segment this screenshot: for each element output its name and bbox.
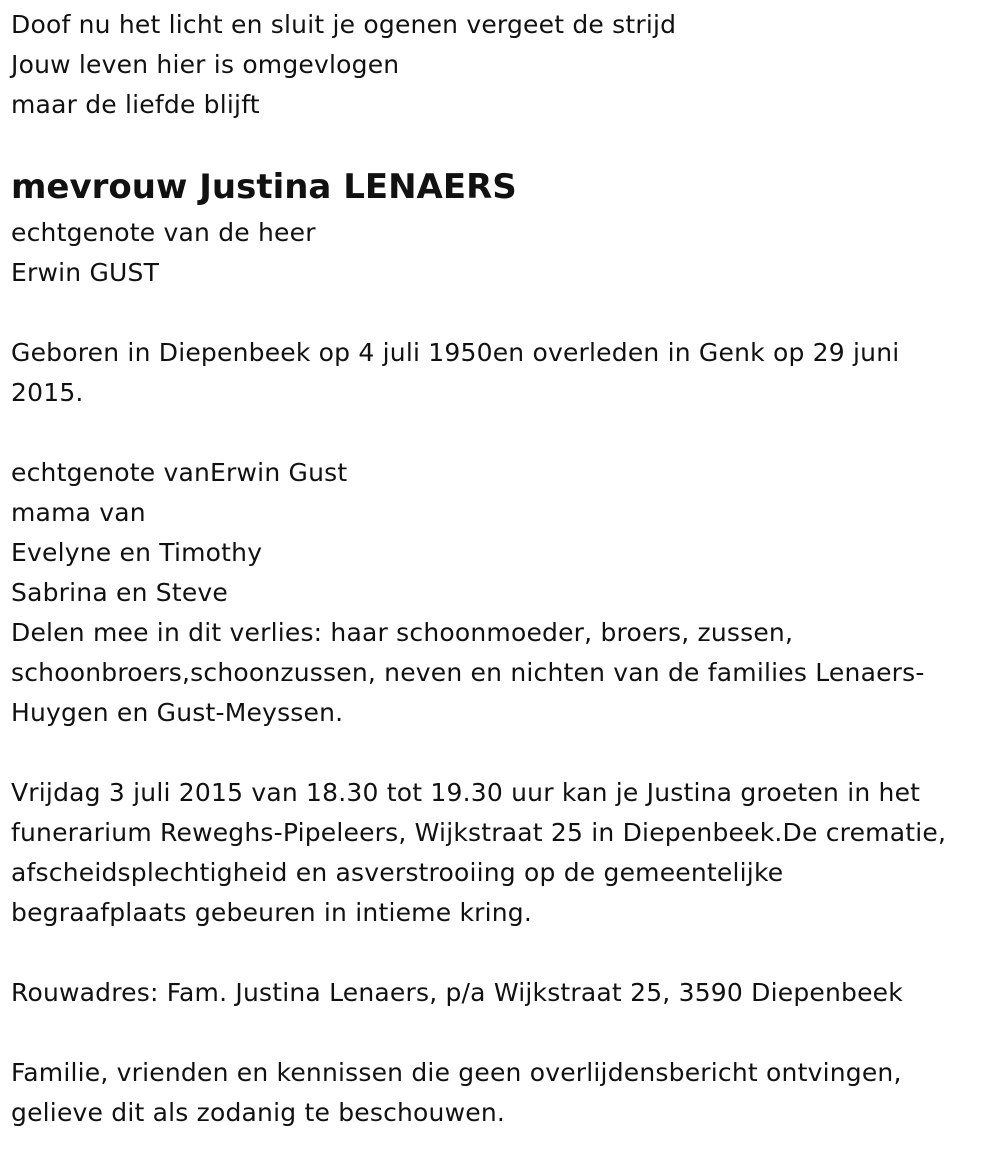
family-line: Huygen en Gust-Meyssen. [11, 698, 344, 727]
poem-line: Doof nu het licht en sluit je ogenen vergeet de strijd [11, 10, 677, 39]
poem-line: Jouw leven hier is omgevlogen [11, 50, 400, 79]
family-line: mama van [11, 498, 146, 527]
poem-line: maar de liefde blijft [11, 90, 260, 119]
closing-notice [11, 1053, 902, 1133]
family-list [11, 453, 925, 733]
family-line: echtgenote vanErwin Gust [11, 458, 348, 487]
family-line: Delen mee in dit verlies: haar schoonmoeder, broers, zussen, [11, 618, 794, 647]
notice-line: Familie, vrienden en kennissen die geen overlijdensbericht ontvingen, [11, 1058, 902, 1087]
spouse-line: echtgenote van de heer [11, 218, 316, 247]
notice-line: gelieve dit als zodanig te beschouwen. [11, 1098, 506, 1127]
birth-line: 2015. [11, 378, 84, 407]
ceremony-line: funerarium Reweghs-Pipeleers, Wijkstraat 25 in Diepenbeek.De crematie, [11, 818, 947, 847]
family-line: Sabrina en Steve [11, 578, 228, 607]
family-line: Evelyne en Timothy [11, 538, 263, 567]
ceremony-line: afscheidsplechtigheid en asverstrooiing op de gemeentelijke [11, 858, 784, 887]
family-line: schoonbroers,schoonzussen, neven en nichten van de families Lenaers- [11, 658, 925, 687]
spouse-info [11, 213, 316, 293]
birth-death-info [11, 333, 899, 413]
mourning-address [11, 973, 903, 1013]
spouse-line: Erwin GUST [11, 258, 160, 287]
address-line: Rouwadres: Fam. Justina Lenaers, p/a Wijkstraat 25, 3590 Diepenbeek [11, 978, 903, 1007]
birth-line: Geboren in Diepenbeek op 4 juli 1950en overleden in Genk op 29 juni [11, 338, 900, 367]
deceased-name: mevrouw Justina LENAERS [11, 167, 517, 207]
ceremony-info [11, 773, 946, 933]
poem [11, 5, 676, 125]
ceremony-line: begraafplaats gebeuren in intieme kring. [11, 898, 533, 927]
ceremony-line: Vrijdag 3 juli 2015 van 18.30 tot 19.30 uur kan je Justina groeten in het [11, 778, 921, 807]
